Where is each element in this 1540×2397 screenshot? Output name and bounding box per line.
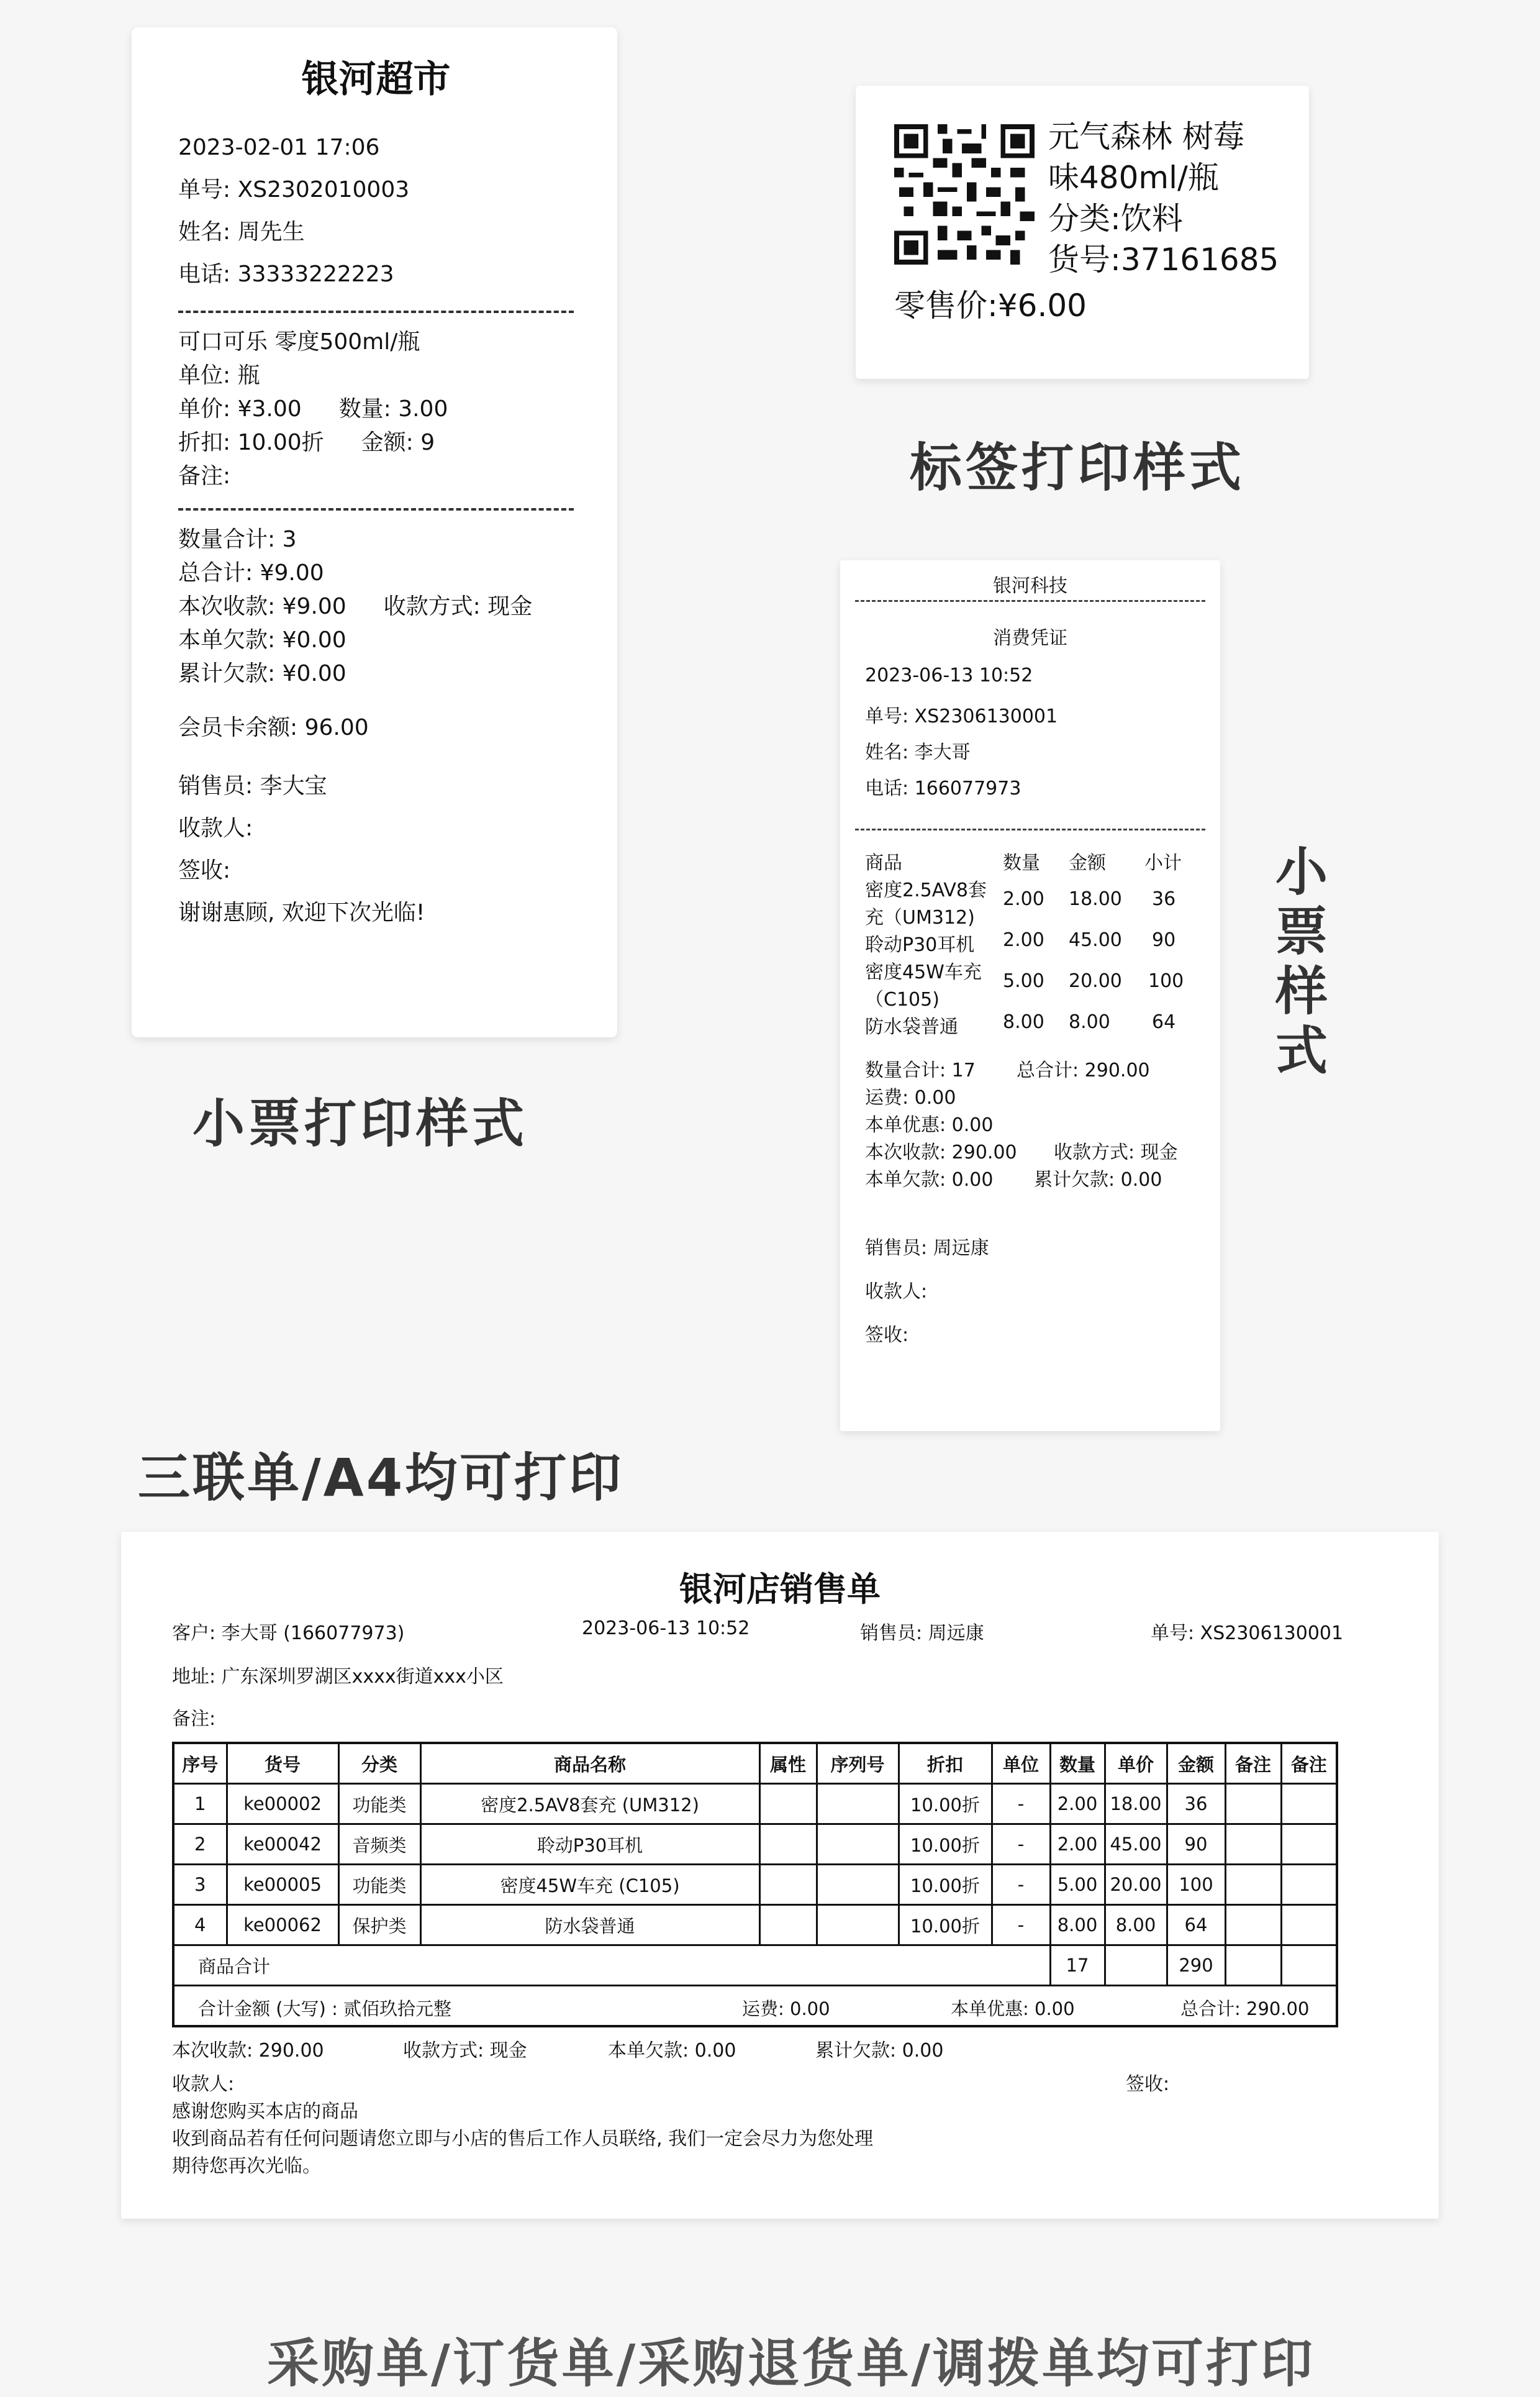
dashed-divider — [178, 508, 574, 511]
caption-label: 标签打印样式 — [910, 437, 1246, 498]
col-header: 金额 — [1167, 1743, 1225, 1784]
receipt-item-qty: 数量: 3.00 — [338, 396, 448, 422]
tech-item-subtotal: 36 — [1152, 888, 1176, 910]
caption-receipt: 小票打印样式 — [192, 1093, 528, 1154]
sales-footer-line2: 收到商品若有任何问题请您立即与小店的售后工作人员联络, 我们一定会尽力为您处理 — [172, 2128, 874, 2150]
dashed-divider — [178, 311, 574, 313]
receipt-title: 银河超市 — [301, 58, 451, 101]
col-header: 序列号 — [817, 1743, 899, 1784]
receipt-datetime: 2023-02-01 17:06 — [178, 135, 380, 160]
receipt-thanks: 谢谢惠顾, 欢迎下次光临! — [178, 900, 425, 926]
receipt-salesperson: 销售员: 李大宝 — [178, 773, 327, 799]
col-header: 分类 — [338, 1743, 420, 1784]
sales-sign: 签收: — [1126, 2073, 1170, 2095]
receipt-this-owed: 本单欠款: ¥0.00 — [178, 627, 346, 653]
sales-order-no: 单号: XS2306130001 — [1151, 1622, 1344, 1644]
sum-amount: 290 — [1167, 1945, 1225, 1986]
sales-cum-owed: 累计欠款: 0.00 — [815, 2040, 944, 2062]
receipt-item-price: 单价: ¥3.00 — [178, 396, 302, 422]
receipt-item-note: 备注: — [178, 463, 231, 489]
col-header: 单位 — [992, 1743, 1050, 1784]
sales-pay-method: 收款方式: 现金 — [403, 2040, 527, 2062]
col-header: 数量 — [1050, 1743, 1105, 1784]
sales-grand-total: 总合计: 290.00 — [1180, 1998, 1310, 2019]
sales-paid: 本次收款: 290.00 — [172, 2040, 324, 2062]
tech-item-subtotal: 64 — [1152, 1011, 1176, 1033]
receipt-item-name: 可口可乐 零度500ml/瓶 — [178, 329, 420, 355]
tech-title: 消费凭证 — [993, 627, 1067, 649]
tech-header-product: 商品 — [865, 852, 902, 874]
tech-datetime: 2023-06-13 10:52 — [865, 665, 1033, 686]
tech-item-amount: 18.00 — [1069, 888, 1122, 910]
qr-code-icon — [894, 124, 1035, 265]
sales-customer: 客户: 李大哥 (166077973) — [172, 1622, 405, 1644]
receipt-pay-method: 收款方式: 现金 — [383, 594, 533, 619]
tech-item-name-cont: 充（UM312) — [865, 907, 975, 929]
tech-discount: 本单优惠: 0.00 — [865, 1114, 994, 1136]
sum-label: 商品合计 — [173, 1945, 1050, 1986]
col-header: 属性 — [759, 1743, 817, 1784]
table-row: 1 ke00002 功能类 密度2.5AV8套充 (UM312) 10.00折 - 2.00 18.00 36 — [173, 1784, 1337, 1824]
tech-item-qty: 2.00 — [1003, 929, 1044, 951]
receipt-order-no: 单号: XS2302010003 — [178, 177, 410, 202]
tech-order-no: 单号: XS2306130001 — [865, 706, 1058, 727]
tech-pay-method: 收款方式: 现金 — [1054, 1142, 1178, 1163]
tech-salesperson: 销售员: 周远康 — [865, 1237, 989, 1259]
sales-discount: 本单优惠: 0.00 — [951, 1998, 1075, 2019]
receipt-item-unit: 单位: 瓶 — [178, 363, 260, 388]
tech-item-amount: 45.00 — [1069, 929, 1122, 951]
tech-header-amount: 金额 — [1069, 852, 1106, 874]
tech-phone: 电话: 166077973 — [865, 778, 1021, 799]
col-header: 商品名称 — [420, 1743, 759, 1784]
receipt-this-paid: 本次收款: ¥9.00 — [178, 594, 346, 619]
tech-item-amount: 20.00 — [1069, 970, 1122, 992]
label-card — [856, 86, 1309, 379]
sales-note: 备注: — [172, 1708, 216, 1730]
tech-customer-name: 姓名: 李大哥 — [865, 742, 971, 763]
tech-item-amount: 8.00 — [1069, 1011, 1110, 1033]
sales-title: 银河店销售单 — [679, 1570, 881, 1609]
sales-datetime: 2023-06-13 10:52 — [582, 1617, 750, 1639]
tech-freight: 运费: 0.00 — [865, 1087, 956, 1109]
tech-item-name-cont: （C105) — [865, 989, 940, 1011]
sales-doc — [121, 1532, 1439, 2219]
receipt-item-amount: 金额: 9 — [361, 430, 435, 455]
label-code: 货号:37161685 — [1048, 242, 1279, 278]
receipt-total-qty: 数量合计: 3 — [178, 527, 297, 552]
col-header: 备注 — [1225, 1743, 1281, 1784]
sales-footer-line1: 感谢您购买本店的商品 — [172, 2101, 358, 2122]
sum-qty: 17 — [1050, 1945, 1105, 1986]
tech-item-name: 密度2.5AV8套 — [865, 880, 987, 901]
receipt-cashier: 收款人: — [178, 816, 253, 841]
sales-freight: 运费: 0.00 — [742, 1998, 830, 2019]
caption-bottom: 采购单/订货单/采购退货单/调拨单均可打印 — [267, 2333, 1316, 2394]
tech-company: 银河科技 — [993, 575, 1067, 597]
caption-vertical: 小 票 样 式 — [1275, 842, 1328, 1081]
receipt-paid-method — [178, 590, 574, 624]
receipt-member-balance: 会员卡余额: 96.00 — [178, 715, 369, 740]
label-price: 零售价:¥6.00 — [894, 288, 1087, 324]
tech-sign: 签收: — [865, 1324, 909, 1346]
table-row: 4 ke00062 保护类 防水袋普通 10.00折 - 8.00 8.00 64 — [173, 1905, 1337, 1945]
receipt-small — [132, 27, 617, 1037]
tech-cashier: 收款人: — [865, 1281, 928, 1303]
amount-in-words: 合计金额 (大写) : 贰佰玖拾元整 — [198, 1998, 452, 2019]
sales-footer-line3: 期待您再次光临。 — [172, 2155, 321, 2177]
col-header: 备注 — [1281, 1743, 1337, 1784]
tech-item-qty: 2.00 — [1003, 888, 1044, 910]
tech-item-qty: 5.00 — [1003, 970, 1044, 992]
col-header: 货号 — [227, 1743, 338, 1784]
sales-address: 地址: 广东深圳罗湖区xxxx街道xxx小区 — [172, 1666, 504, 1688]
tech-paid: 本次收款: 290.00 — [865, 1142, 1017, 1163]
col-header: 折扣 — [899, 1743, 992, 1784]
col-header: 单价 — [1105, 1743, 1167, 1784]
table-sum-row — [173, 1945, 1337, 1986]
receipt-cum-owed: 累计欠款: ¥0.00 — [178, 661, 346, 686]
label-product-line2: 味480ml/瓶 — [1048, 160, 1219, 196]
label-product-line1: 元气森林 树莓 — [1048, 119, 1244, 155]
tech-header-qty: 数量 — [1003, 852, 1040, 874]
receipt-sign: 签收: — [178, 858, 231, 883]
sales-salesperson: 销售员: 周远康 — [860, 1622, 984, 1644]
tech-owed: 本单欠款: 0.00 — [865, 1169, 994, 1191]
tech-grand-total: 总合计: 290.00 — [1017, 1060, 1150, 1081]
tech-item-name: 密度45W车充 — [865, 962, 982, 983]
col-header: 序号 — [173, 1743, 227, 1784]
receipt-total-sum: 总合计: ¥9.00 — [178, 560, 324, 586]
sales-table — [172, 1742, 1338, 2027]
dashed-divider — [855, 600, 1205, 602]
tech-header-subtotal: 小计 — [1144, 852, 1182, 874]
receipt-item-price-qty — [178, 393, 574, 426]
receipt-item-discount-amount — [178, 426, 574, 460]
tech-item-subtotal: 100 — [1148, 970, 1184, 992]
caption-a4: 三联单/A4均可打印 — [138, 1447, 624, 1508]
table-row: 3 ke00005 功能类 密度45W车充 (C105) 10.00折 - 5.00 20.00 100 — [173, 1865, 1337, 1905]
tech-item-name: 聆动P30耳机 — [865, 934, 975, 956]
tech-item-name: 防水袋普通 — [865, 1016, 958, 1038]
table-header-row — [173, 1743, 1337, 1784]
tech-item-qty: 8.00 — [1003, 1011, 1044, 1033]
receipt-customer-name: 姓名: 周先生 — [178, 219, 305, 245]
table-total-row — [173, 1986, 1337, 2027]
receipt-tech — [840, 560, 1220, 1431]
tech-item-subtotal: 90 — [1152, 929, 1176, 951]
tech-cum-owed: 累计欠款: 0.00 — [1034, 1169, 1162, 1191]
label-category: 分类:饮料 — [1048, 201, 1183, 237]
receipt-item-discount: 折扣: 10.00折 — [178, 430, 324, 455]
sales-cashier: 收款人: — [172, 2073, 235, 2095]
table-row: 2 ke00042 音频类 聆动P30耳机 10.00折 - 2.00 45.00 90 — [173, 1824, 1337, 1865]
tech-qty-total: 数量合计: 17 — [865, 1060, 976, 1081]
receipt-phone: 电话: 33333222223 — [178, 262, 394, 287]
dashed-divider — [855, 829, 1205, 830]
sales-owed: 本单欠款: 0.00 — [608, 2040, 736, 2062]
